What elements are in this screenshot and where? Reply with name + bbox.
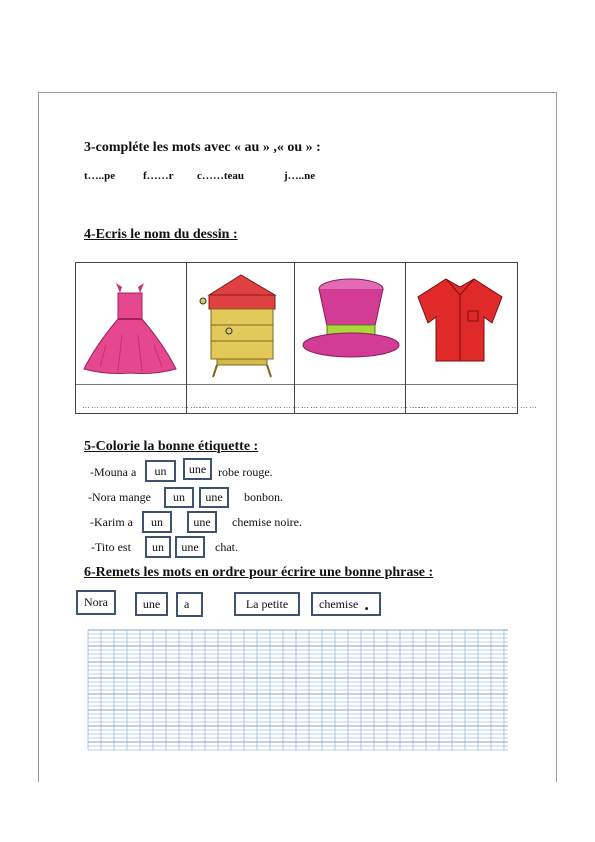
beehive-picture [187, 265, 295, 383]
q3-word: t…..pe [84, 170, 116, 182]
label-un[interactable]: un [164, 487, 194, 508]
word-tile-une[interactable]: une [135, 592, 168, 616]
word-tile-nora[interactable]: Nora [76, 590, 116, 615]
label-un[interactable]: un [142, 511, 172, 533]
q3-word: c……teau [197, 170, 245, 182]
writing-grid [88, 630, 508, 750]
answer-dots: …………………………………… [301, 401, 427, 410]
q4-title: 4-Ecris le nom du dessin : [84, 227, 238, 242]
q3-title: 3-compléte les mots avec « au » ,« ou » : [84, 140, 321, 155]
sentence-suffix: chat. [215, 540, 238, 554]
picture-table [75, 262, 538, 414]
sentence-suffix: chemise noire. [232, 515, 302, 529]
picture-cell [187, 263, 319, 413]
label-une[interactable]: une [175, 536, 205, 558]
word-tile-label: chemise [319, 596, 359, 611]
answer-dots: …………………………………… [193, 401, 319, 410]
sentence-prefix: -Karim a [90, 515, 133, 529]
shirt-picture [406, 265, 514, 383]
q3-word: j…..ne [284, 170, 316, 182]
word-tile-la-petite[interactable]: La petite [234, 592, 300, 616]
label-une[interactable]: une [187, 511, 217, 533]
hat-picture [295, 265, 403, 383]
sentence-suffix: bonbon. [244, 490, 283, 504]
period-mark: . [364, 594, 369, 614]
q3-word: f……r [143, 170, 174, 182]
word-tile-a[interactable]: a [176, 592, 203, 617]
label-une[interactable]: une [183, 458, 212, 480]
q5-title: 5-Colorie la bonne étiquette : [84, 439, 259, 454]
label-un[interactable]: un [145, 536, 171, 558]
picture-cell [76, 263, 208, 413]
label-un[interactable]: un [145, 460, 176, 482]
sentence-suffix: robe rouge. [218, 465, 273, 479]
word-tile-chemise[interactable] [311, 592, 381, 616]
sentence-prefix: -Mouna a [90, 465, 137, 479]
label-une[interactable]: une [199, 487, 229, 508]
picture-cell [295, 263, 427, 413]
picture-cell [406, 263, 538, 413]
dress-picture [76, 265, 184, 383]
sentence-prefix: -Tito est [91, 540, 131, 554]
sentence-prefix: -Nora mange [88, 490, 151, 504]
answer-dots: …………………………………… [412, 401, 538, 410]
answer-dots: …………………………………… [82, 401, 208, 410]
q6-title: 6-Remets les mots en ordre pour écrire une bonne phrase : [84, 565, 434, 580]
